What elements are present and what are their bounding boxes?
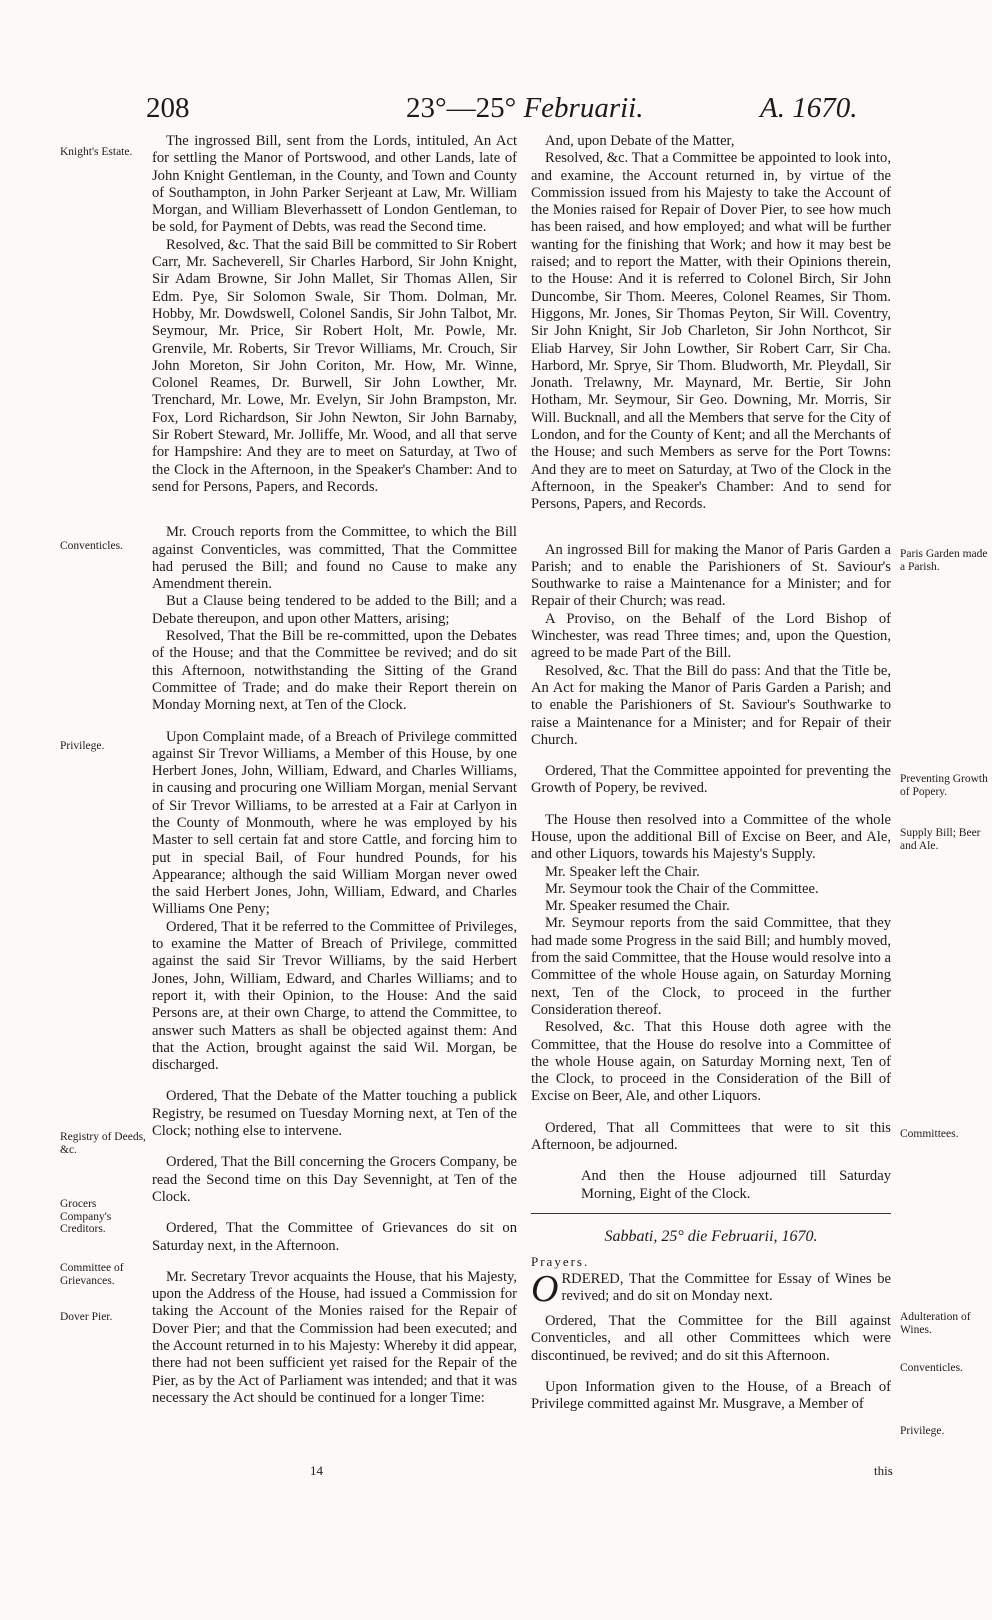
- paragraph-speaker-resumed: Mr. Speaker resumed the Chair.: [545, 898, 730, 915]
- margin-note-dover-pier: Dover Pier.: [60, 1311, 113, 1323]
- paragraph-wines-text: RDERED, That the Committee for Essay of Wines be revived; and do sit on Monday next.: [561, 1270, 891, 1304]
- margin-note-conventicles: Conventicles.: [60, 540, 123, 552]
- margin-note-privilege-2: Privilege.: [900, 1425, 945, 1437]
- paragraph-proviso: A Proviso, on the Behalf of the Lord Bishop of Winchester, was read Three times; and, upon the Question, agreed to be made Part of the Bill.: [531, 610, 891, 662]
- paragraph-grievances: Ordered, That the Committee of Grievances do sit on Saturday next, in the Afternoon.: [152, 1220, 517, 1254]
- margin-note-grievances: Committee of Grievances.: [60, 1262, 124, 1287]
- signature-mark: 14: [310, 1463, 323, 1478]
- catchword: this: [874, 1463, 893, 1478]
- paragraph-registry: Ordered, That the Debate of the Matter touching a publick Registry, be resumed on Tuesday Morning next, at Ten of the Clock; nothing else to intervene.: [152, 1088, 517, 1140]
- margin-note-popery: Preventing Growth of Popery.: [900, 773, 988, 798]
- paragraph-privilege-order: Ordered, That it be referred to the Committee of Privileges, to examine the Matter of Breach of Privilege, committed against the said Sir Trevor Williams, by the said Herbert Jones, John, William, Edward, and Charles Williams; and to report it, with their Opinion, to the House: And the said Persons are, at their own Charge, to attend the Committee, to answer such Matters as shall be objected against them: And that the Action, brought against the said Wil. Morgan, be discharged.: [152, 918, 517, 1074]
- right-column: [531, 133, 891, 1414]
- page-header: [0, 82, 992, 132]
- paragraph-seymour-chair: Mr. Seymour took the Chair of the Committee.: [545, 880, 819, 897]
- paragraph-dover-committee: Resolved, &c. That a Committee be appointed to look into, and examine, the Account returned in, by virtue of the Commission issued from his Majesty to take the Account of the Monies raised for Repair of Dover Pier, to see how much has been raised, and how employed; and what will be further wanting for the finishing that Work; and how it may best be raised; and to report the Matter, with their Opinions therein, to the House: And it is referred to Colonel Birch, Sir John Duncombe, Sir Thom. Meeres, Colonel Reames, Sir Thom. Higgons, Mr. Jones, Sir Thomas Peyton, Sir Will. Coventry, Sir John Knight, Sir Job Charleton, Sir John Northcot, Sir Eliab Harvey, Sir John Lowther, Sir Robert Carr, Sir Cha. Harbord, Mr. Sprye, Sir Thom. Bludworth, Mr. Pleydall, Sir Jonath. Trelawny, Mr. Maynard, Mr. Bertie, Sir John Hotham, Mr. Seymour, Sir Geo. Downing, Mr. Morris, Sir Will. Bucknall, and all the Members that serve for the City of London, and for the County of Kent; and all the Merchants of the House; and such Members as serve for the Port Towns: And they are to meet on Saturday, at Two of the Clock in the Afternoon, in the Speaker's Chamber: And to send for Persons, Papers, and Records.: [531, 150, 891, 513]
- drop-cap: O: [531, 1267, 559, 1310]
- header-dates: [406, 92, 643, 125]
- prayers-heading: Prayers.: [531, 1254, 590, 1270]
- margin-note-knights-estate: Knight's Estate.: [60, 146, 133, 158]
- paragraph-wines: [531, 1267, 891, 1310]
- date-heading: Sabbati, 25° die Februarii, 1670.: [604, 1227, 818, 1245]
- margin-note-adulteration: Adulteration of Wines.: [900, 1311, 971, 1336]
- header-day-range: 23°—25°: [406, 92, 517, 124]
- page-number: 208: [146, 92, 190, 124]
- header-year: A. 1670.: [760, 92, 858, 124]
- paragraph-crouch-report: Mr. Crouch reports from the Committee, to which the Bill against Conventicles, was committed, That the Committee had perused the Bill; and found no Cause to make any Amendment therein.: [152, 524, 517, 593]
- margin-note-privilege: Privilege.: [60, 740, 105, 752]
- paragraph-conventicles-revived: Ordered, That the Committee for the Bill against Conventicles, and all other Committees which were discontinued, be revived; and do sit this Afternoon.: [531, 1313, 891, 1364]
- section-divider: [531, 1213, 891, 1214]
- paragraph-excise-committee: The House then resolved into a Committee of the whole House, upon the additional Bill of Excise on Beer, and Ale, and other Liquors, towards his Majesty's Supply.: [531, 811, 891, 863]
- paragraph-committee-list: Resolved, &c. That the said Bill be committed to Sir Robert Carr, Mr. Sacheverell, Sir Charles Harbord, Sir John Knight, Sir Adam Browne, Sir John Mallet, Sir Thomas Allen, Sir Edm. Pye, Sir Solomon Swale, Sir Thom. Dolman, Mr. Hobby, Mr. Dowdswell, Colonel Sandis, Sir John Talbot, Mr. Seymour, Mr. Price, Sir Robert Holt, Mr. Powle, Mr. Grenvile, Mr. Roberts, Sir Trevor Williams, Mr. Crouch, Sir John Moreton, Sir John Coriton, Mr. How, Mr. Winne, Colonel Reames, Dr. Burwell, Sir John Lowther, Mr. Trenchard, Mr. Lowe, Mr. Evelyn, Sir John Brampston, Mr. Fox, Lord Richardson, Sir John Newton, Sir John Barnaby, Sir Robert Steward, Mr. Jolliffe, Mr. Wood, and all that serve for Hampshire: And they are to meet on Saturday, at Two of the Clock in the Afternoon, in the Speaker's Chamber: And to send for Persons, Papers, and Records.: [152, 236, 517, 495]
- paragraph-seymour-reports: Mr. Seymour reports from the said Committee, that they had made some Progress in the said Bill; and humbly moved, from the said Committee, that the House would resolve into a Committee of the whole House again, on Saturday Morning next, Ten of the Clock, to proceed in the further Consideration thereof.: [531, 915, 891, 1018]
- paragraph-recommit: Resolved, That the Bill be re-committed, upon the Debates of the House; and that the Committee be revived; and do sit this Afternoon, notwithstanding the Sitting of the Grand Committee of Trade; and do make their Report therein on Monday Morning next, at Ten of the Clock.: [152, 628, 517, 714]
- header-month: Februarii.: [523, 92, 644, 124]
- paragraph-bill-pass: Resolved, &c. That the Bill do pass: And that the Title be, An Act for making the Manor of Paris Garden a Parish; and to enable the Parishioners of St. Saviour's Southwarke to raise a Maintenance for a Minister; and for Repair of their Church.: [531, 662, 891, 748]
- paragraph-paris-garden-bill: An ingrossed Bill for making the Manor of Paris Garden a Parish; and to enable the Parishioners of St. Saviour's Southwarke to raise a Maintenance for a Minister; and for Repair of their Church; was read.: [531, 541, 891, 610]
- paragraph-committees-adjourned: Ordered, That all Committees that were to sit this Afternoon, be adjourned.: [531, 1119, 891, 1154]
- paragraph-popery: Ordered, That the Committee appointed for preventing the Growth of Popery, be revived.: [531, 763, 891, 797]
- paragraph-clause-debate: But a Clause being tendered to be added to the Bill; and a Debate thereupon, and upon other Matters, arising;: [152, 593, 517, 627]
- paragraph-debate: And, upon Debate of the Matter,: [545, 133, 735, 149]
- paragraph-grocers: Ordered, That the Bill concerning the Grocers Company, be read the Second time on this Day Sevennight, at Ten of the Clock.: [152, 1154, 517, 1205]
- margin-note-committees: Committees.: [900, 1128, 959, 1140]
- paragraph-resolved-agree: Resolved, &c. That this House doth agree with the Committee, that the House do resolve into a Committee of the whole House again, on Saturday Morning next, Ten of the Clock, to proceed in the Consideration of the Bill of Excise on Beer, Ale, and other Liquors.: [531, 1019, 891, 1105]
- margin-note-registry: Registry of Deeds, &c.: [60, 1131, 146, 1156]
- left-column: [152, 133, 517, 1407]
- margin-note-conventicles-2: Conventicles.: [900, 1362, 963, 1374]
- margin-note-grocers: Grocers Company's Creditors.: [60, 1198, 112, 1235]
- paragraph-house-adjourned: And then the House adjourned till Saturday Morning, Eight of the Clock.: [581, 1168, 891, 1202]
- margin-note-supply-bill: Supply Bill; Beer and Ale.: [900, 827, 981, 852]
- paragraph-privilege-complaint: Upon Complaint made, of a Breach of Privilege committed against Sir Trevor Williams, a Member of this House, by one Herbert Jones, John, William, Edward, and Charles Williams, in causing and procuring one William Morgan, menial Servant of Sir Trevor Williams, to be arrested at a Fair at Carlyon in the County of Monmouth, where he was employed by his Master to sell certain fat and store Cattle, and forcing him to put in special Bail, of Four hundred Pounds, for his Appearance; although the said William Morgan never owed the said Herbert Jones, John, William, Edward, and Charles Williams One Peny;: [152, 728, 517, 918]
- paragraph-musgrave: Upon Information given to the House, of a Breach of Privilege committed against Mr. Musgrave, a Member of: [531, 1379, 891, 1413]
- paragraph-speaker-left: Mr. Speaker left the Chair.: [545, 863, 700, 880]
- paragraph-dover-pier: Mr. Secretary Trevor acquaints the House, that his Majesty, upon the Address of the House, had issued a Commission for taking the Account of the Monies raised for the Repair of Dover Pier; and that the Commission had been executed; and the Account returned in to his Majesty: Whereby it did appear, there had not been sufficient yet raised for the Repair of the Pier, as by the Act of Parliament was intended; and that it was necessary the Act should be continued for a longer Time:: [152, 1268, 517, 1406]
- paragraph-portswood-bill: The ingrossed Bill, sent from the Lords, intituled, An Act for settling the Manor of Portswood, and other Lands, late of John Knight Gentleman, in the County, and Town and County of Southampton, in John Parker Serjeant at Law, Mr. William Morgan, and William Bleverhassett of London Gentleman, to be sold, for Payment of Debts, was read the Second time.: [152, 133, 517, 236]
- margin-note-paris-garden: Paris Garden made a Parish.: [900, 548, 988, 573]
